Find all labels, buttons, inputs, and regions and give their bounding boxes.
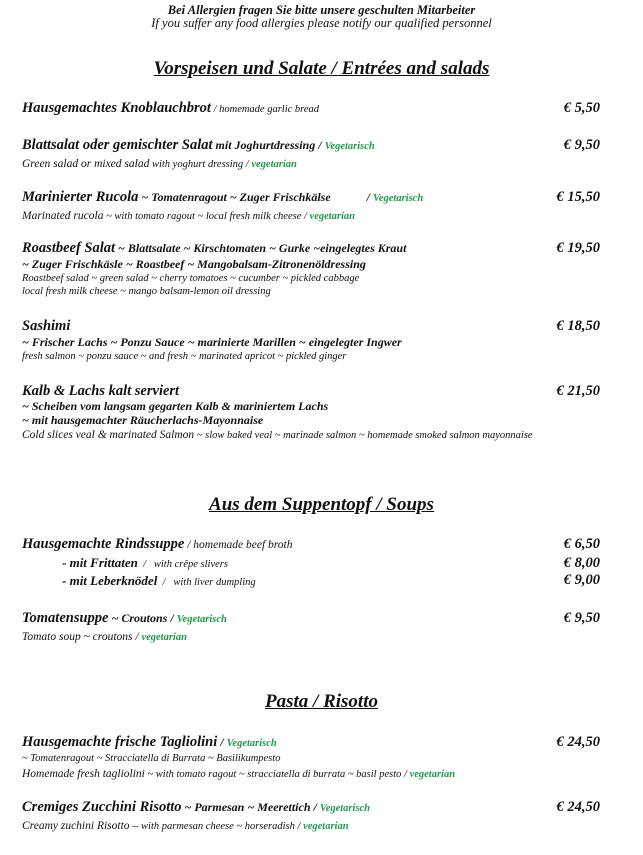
item-en: Cold slices veal & marinated Salmon — [22, 429, 195, 441]
item-price: € 24,50 — [556, 799, 600, 815]
item-price: € 18,50 — [556, 318, 600, 334]
vegetarian-label-en: vegetarian — [409, 769, 456, 780]
item-en-desc: with parmesan cheese ~ horseradish / — [141, 821, 304, 832]
menu-item-roastbeef-salad — [22, 240, 612, 298]
item-desc-line2: ~ Frischer Lachs ~ Ponzu Sauce ~ marinierte Marillen ~ eingelegter Ingwer — [22, 335, 402, 349]
item-name: Sashimi — [22, 318, 71, 334]
item-en-line1: Roastbeef salad ~ green salad ~ cherry tomatoes ~ cucumber ~ pickled cabbage — [22, 273, 360, 284]
item-name: Kalb & Lachs kalt serviert — [22, 383, 180, 399]
item-desc: / — [217, 735, 227, 749]
item-en-line: fresh salmon ~ ponzu sauce ~ and fresh ~ marinated apricot ~ pickled ginger — [22, 351, 347, 362]
menu-item-garlic-bread — [22, 100, 612, 118]
item-name: Cremiges Zucchini Risotto — [22, 799, 182, 815]
item-name-en: / homemade garlic bread — [210, 104, 320, 115]
vegetarian-label-en: vegetarian — [309, 211, 356, 222]
menu-item-veal-salmon — [22, 383, 612, 443]
sub-item-leberknoedel — [22, 573, 612, 591]
item-name: Roastbeef Salat — [22, 240, 116, 256]
item-price: € 6,50 — [563, 536, 600, 552]
sub-item-name: - mit Leberknödel — [62, 573, 158, 588]
menu-item-rucola — [22, 189, 612, 225]
vegetarian-label: Vegetarisch — [226, 738, 277, 749]
sub-item-en: / with liver dumpling — [157, 577, 256, 588]
sub-item-frittaten — [22, 555, 612, 573]
item-price: € 24,50 — [556, 734, 600, 750]
item-en: Creamy zuchini Risotto – — [22, 820, 142, 832]
item-price: € 19,50 — [556, 240, 600, 256]
menu-item-tagliolini — [22, 734, 612, 782]
item-en: Green salad or mixed salad — [22, 158, 150, 170]
item-price: € 9,50 — [563, 610, 600, 626]
menu-item-sashimi — [22, 318, 612, 363]
allergy-notice — [0, 4, 643, 30]
sub-item-price: € 9,00 — [563, 572, 600, 588]
item-desc-line3: ~ mit hausgemachter Räucherlachs-Mayonnaise — [22, 413, 264, 427]
item-name: Marinierter Rucola — [22, 189, 139, 205]
vegetarian-label: Vegetarisch — [176, 614, 227, 625]
allergy-notice-en: If you suffer any food allergies please notify our qualified personnel — [151, 16, 492, 30]
item-en-desc: ~ slow baked veal ~ marinade salmon ~ homemade smoked salmon mayonnaise — [194, 430, 533, 441]
item-desc-line2: ~ Tomatenragout ~ Stracciatella di Burrata ~ Basilikumpesto — [22, 753, 281, 764]
item-en: Homemade fresh tagliolini — [22, 768, 145, 780]
item-name: Tomatensuppe — [22, 610, 109, 626]
menu-item-green-salad — [22, 137, 612, 173]
item-price: € 9,50 — [563, 137, 600, 153]
vegetarian-label-en: vegetarian — [303, 821, 349, 832]
sub-item-name: - mit Frittaten — [62, 555, 138, 570]
menu-item-tomato-soup — [22, 610, 612, 646]
vegetarian-label: Vegetarisch — [319, 803, 371, 814]
vegetarian-label-en: vegetarian — [141, 632, 187, 643]
item-en: Marinated rucola — [22, 210, 104, 222]
menu-item-zucchini-risotto — [22, 799, 612, 835]
item-desc-line2: ~ Scheiben vom langsam gegarten Kalb & mariniertem Lachs — [22, 399, 329, 413]
item-price: € 21,50 — [556, 383, 600, 399]
item-en-desc: ~ with tomato ragout ~ stracciatella di burrata ~ basil pesto / — [144, 769, 410, 780]
item-desc-line2: ~ Zuger Frischkäsle ~ Roastbeef ~ Mangobalsam-Zitronenöldressing — [22, 257, 366, 271]
item-en-desc: ~ with tomato ragout ~ local fresh milk cheese / — [103, 211, 310, 222]
item-price: € 5,50 — [563, 100, 600, 116]
item-en-line2: local fresh milk cheese ~ mango balsam-lemon oil dressing — [22, 286, 271, 297]
section-title-starters: Vorspeisen und Salate / Entrées and salads — [153, 58, 490, 79]
item-en: Tomato soup ~ croutons / — [22, 631, 142, 643]
section-title-soups: Aus dem Suppentopf / Soups — [209, 494, 434, 515]
vegetarian-label: Vegetarisch — [324, 141, 375, 152]
section-title-pasta: Pasta / Risotto — [265, 691, 378, 712]
item-name: Blattsalat oder gemischter Salat — [22, 137, 213, 153]
item-desc: ~ Croutons / — [108, 611, 177, 625]
item-name: Hausgemachte Rindssuppe — [22, 536, 185, 552]
item-name: Hausgemachte frische Tagliolini — [22, 734, 218, 750]
sub-item-price: € 8,00 — [563, 555, 600, 571]
menu-item-beef-broth — [22, 536, 612, 591]
item-name-en: / homemade beef broth — [184, 539, 293, 551]
item-name: Hausgemachtes Knoblauchbrot — [22, 100, 211, 116]
item-price: € 15,50 — [556, 189, 600, 205]
vegetarian-label-en: vegetarian — [251, 159, 297, 170]
vegetarian-label: Vegetarisch — [373, 193, 424, 204]
item-desc: ~ Blattsalate ~ Kirschtomaten ~ Gurke ~eingelegtes Kraut — [115, 241, 407, 255]
sub-item-en: / with crêpe slivers — [137, 559, 228, 570]
item-desc: mit Joghurtdressing / — [212, 138, 325, 152]
item-en-desc: with yoghurt dressing / — [149, 159, 252, 170]
item-desc: ~ Tomatenragout ~ Zuger Frischkälse / — [138, 190, 374, 204]
item-desc: ~ Parmesan ~ Meerettich / — [181, 800, 320, 814]
allergy-notice-de: Bei Allergien fragen Sie bitte unsere geschulten Mitarbeiter — [167, 3, 476, 17]
